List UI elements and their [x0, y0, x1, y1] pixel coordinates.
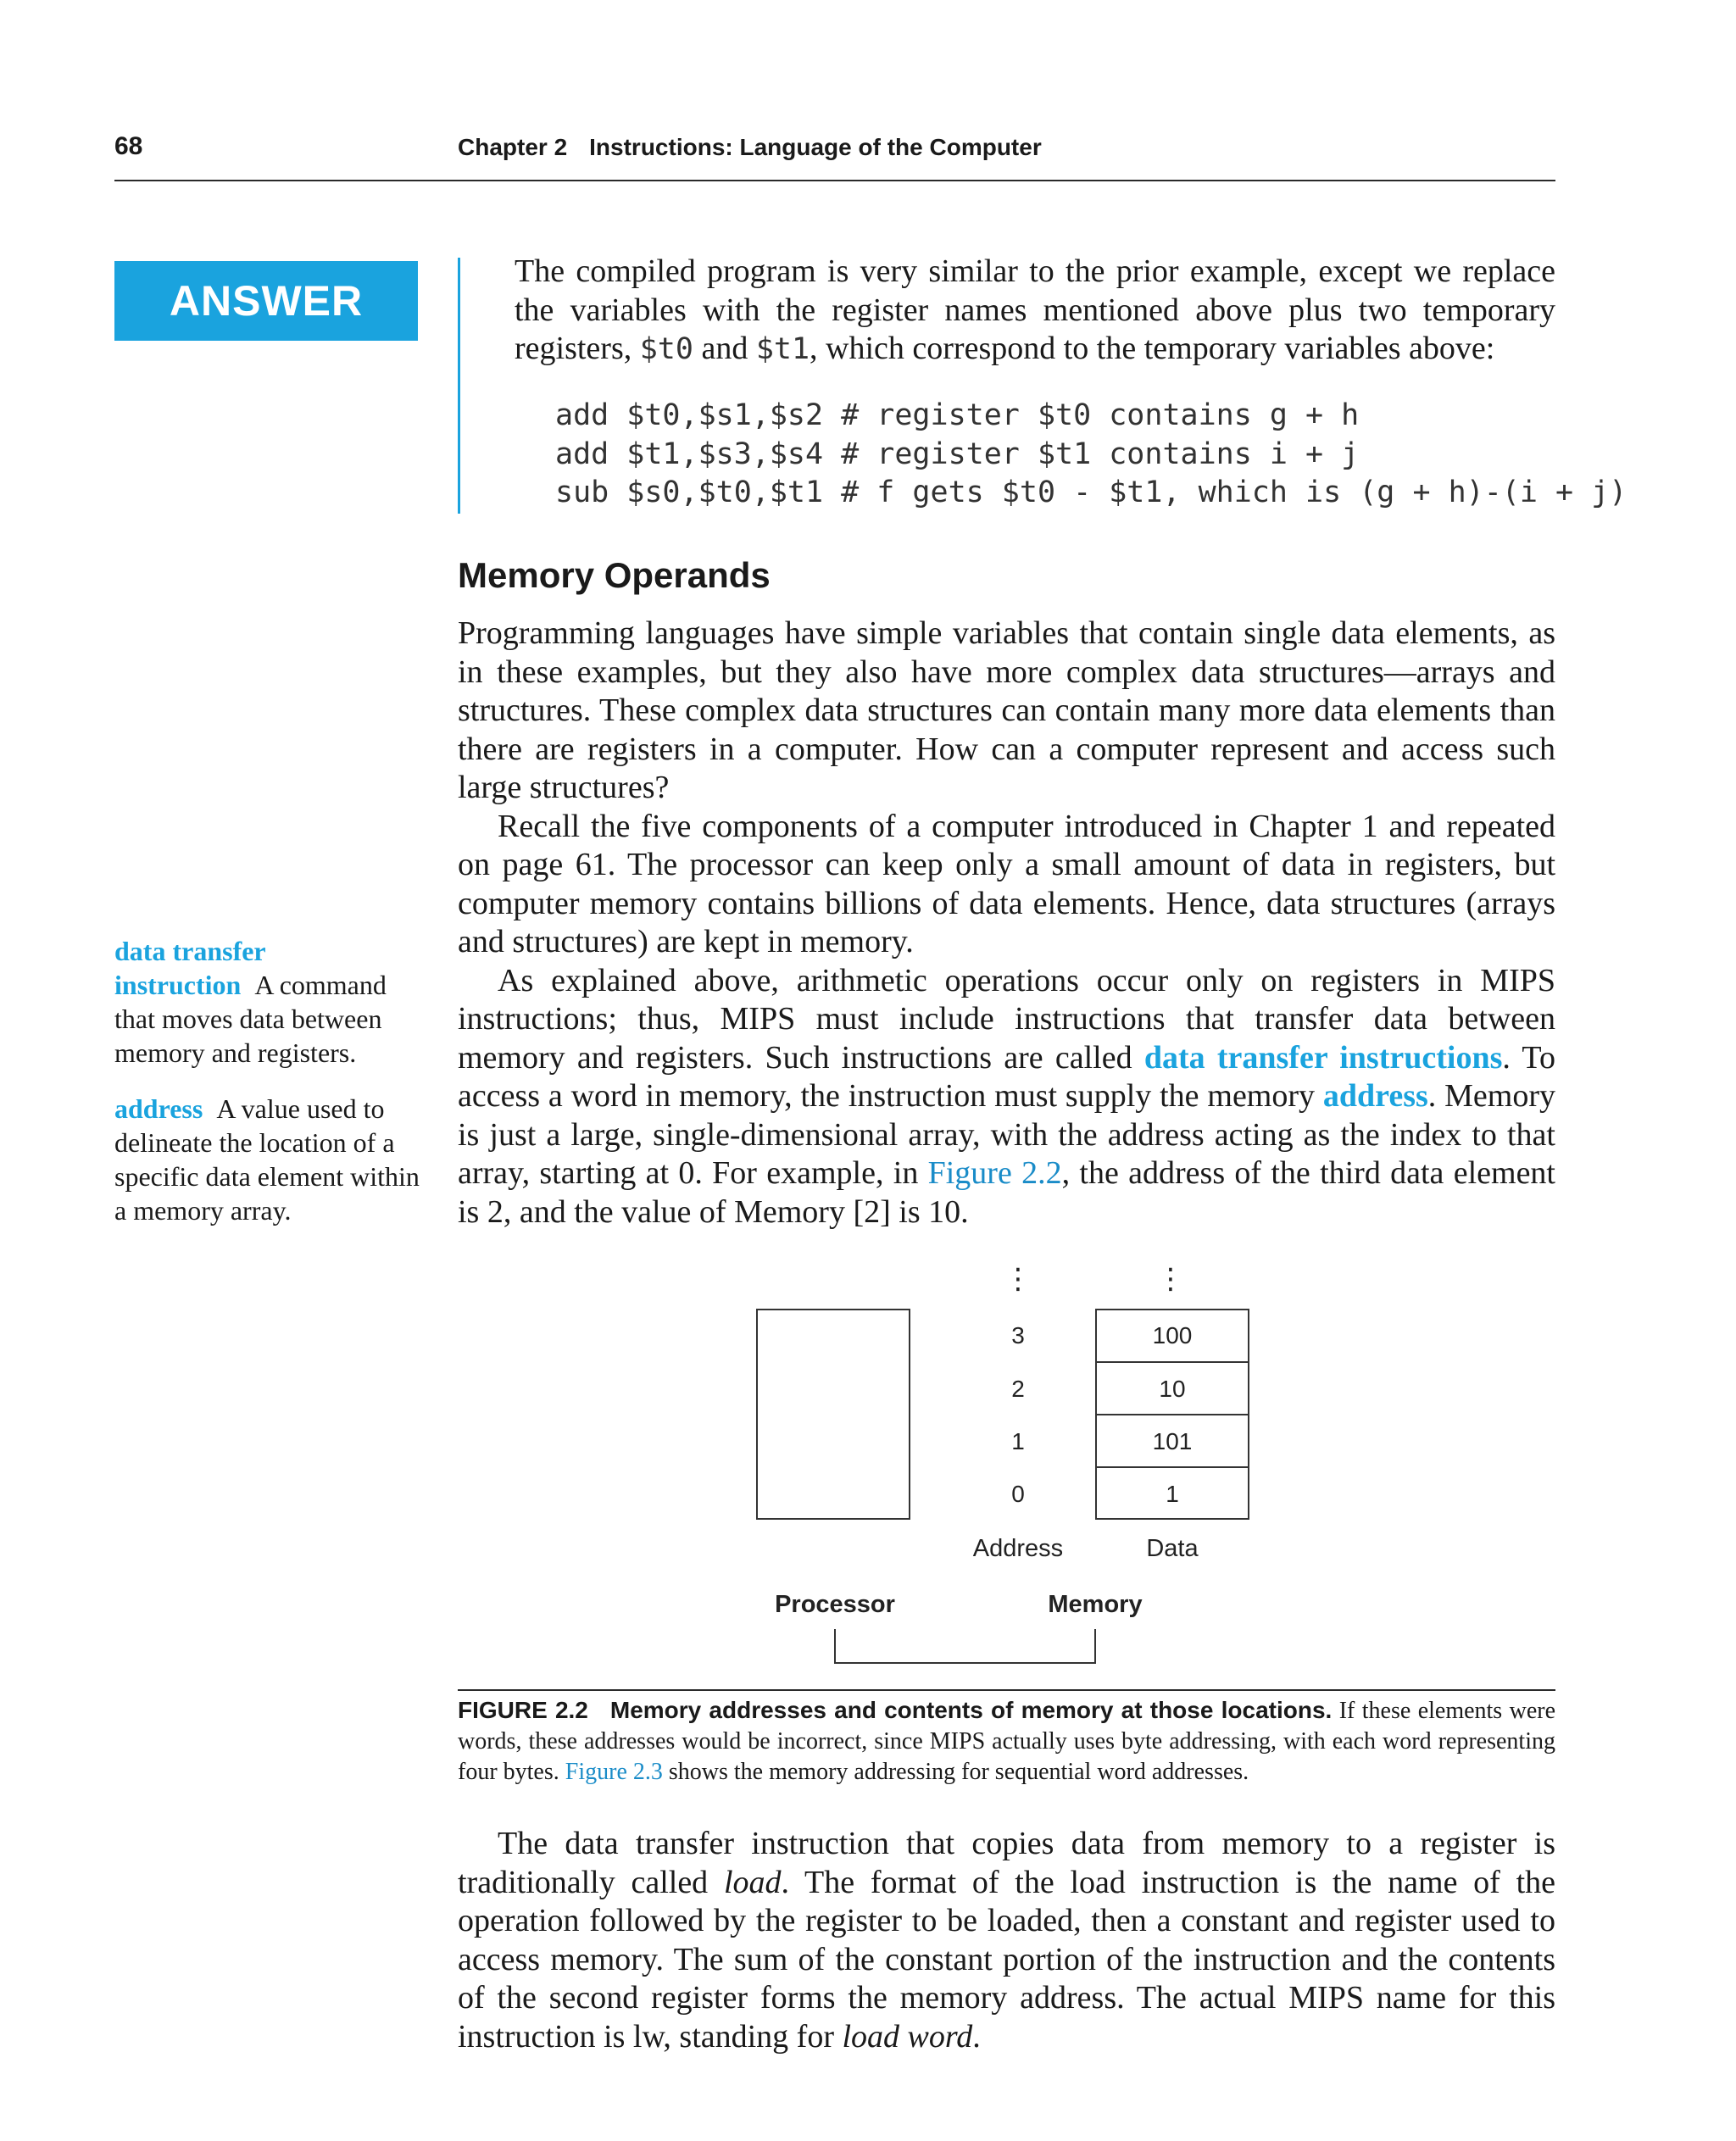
data-value: 100 — [1152, 1322, 1193, 1349]
caption-text: If these elements were words, these addresses would be incorrect, since MIPS actually uses byte addressing, with each word representing four bytes. — [458, 1698, 1556, 1785]
answer-badge: ANSWER — [114, 261, 418, 341]
text-run: . To access a word in memory, the instruction must supply the memory — [458, 1039, 1555, 1114]
answer-text-2: , which correspond to the temporary variables above: — [810, 331, 1495, 366]
term-address: address — [1322, 1078, 1428, 1114]
data-value: 1 — [1166, 1481, 1179, 1507]
code-line: sub $s0,$t0,$t1 # f gets $t0 - $t1, which is (g + h)-(i + j) — [555, 475, 1628, 509]
register-t0: $t0 — [639, 332, 693, 366]
closing-text — [458, 1825, 1555, 2056]
main-text — [458, 614, 1555, 1232]
term-data-transfer-instructions: data transfer instructions — [1143, 1039, 1503, 1076]
caption-title: Memory addresses and contents of memory at those locations. — [609, 1697, 1333, 1723]
header-rule — [114, 180, 1555, 181]
data-value: 101 — [1152, 1428, 1193, 1454]
data-label: Data — [1146, 1535, 1199, 1562]
margin-definition-text: A command that moves data between memory and registers. — [114, 970, 387, 1068]
address-value: 2 — [1011, 1376, 1025, 1402]
emphasis-load: load — [723, 1864, 782, 1900]
margin-term: address — [114, 1093, 203, 1124]
text-run: As explained above, arithmetic operations occur only on registers in MIPS instructions; thus, MIPS must include instructions that transfer data between memory and registers. Such instructions are called — [458, 962, 1555, 1076]
figure-2-3-link[interactable]: Figure 2.3 — [565, 1759, 663, 1785]
address-value: 1 — [1011, 1428, 1025, 1454]
paragraph: Recall the five components of a computer introduced in Chapter 1 and repeated on page 61. The processor can keep only a small amount of data in registers, but computer memory contains billions of data elements. Hence, data structures (arrays and structures) are kept in memory. — [458, 808, 1555, 959]
processor-label: Processor — [775, 1591, 895, 1618]
processor-box — [757, 1310, 910, 1519]
data-value: 10 — [1159, 1376, 1186, 1402]
chapter-label: Chapter 2 — [458, 134, 568, 160]
margin-definition-address — [114, 1092, 428, 1227]
margin-definition-text: A value used to delineate the location of a specific data element within a memory array. — [114, 1093, 420, 1226]
figure-caption — [458, 1695, 1555, 1788]
address-value: 3 — [1011, 1322, 1025, 1349]
running-head — [458, 134, 1042, 161]
paragraph — [458, 1825, 1555, 2056]
memory-label: Memory — [1048, 1591, 1143, 1618]
address-value: 0 — [1011, 1481, 1025, 1507]
page-number: 68 — [114, 132, 143, 160]
figure-2-2-link[interactable]: Figure 2.2 — [927, 1155, 1062, 1191]
answer-text-1: The compiled program is very similar to the prior example, except we replace the variables with the register names mentioned above plus two temporary registers, — [515, 253, 1555, 366]
figure-rule — [458, 1689, 1555, 1691]
margin-definition-data-transfer — [114, 934, 428, 1070]
code-line: add $t0,$s1,$s2 # register $t0 contains g + h — [555, 398, 1360, 432]
caption-text: shows the memory addressing for sequential word addresses. — [662, 1759, 1249, 1785]
data-ellipsis: ⋮ — [1156, 1263, 1185, 1295]
code-block — [555, 397, 1627, 513]
margin-term: data transfer instruction — [114, 936, 266, 1000]
text-run: . The format of the load instruction is the name of the operation followed by the register to be loaded, then a constant and register used to access memory. The sum of the constant portion of the instruction and the contents of the second register forms the memory address. The actual MIPS name for this instruction is lw, standing for — [458, 1864, 1555, 2055]
text-run: , the address of the third data element is 2, and the value of Memory [2] is 10. — [458, 1155, 1555, 1230]
address-ellipsis: ⋮ — [1004, 1263, 1032, 1295]
emphasis-load-word: load word — [842, 2018, 973, 2055]
caption-label: FIGURE 2.2 — [458, 1697, 588, 1723]
section-heading: Memory Operands — [458, 555, 771, 595]
text-run: The data transfer instruction that copies data from memory to a register is traditionally called — [458, 1826, 1555, 1900]
connector-bracket — [835, 1629, 1095, 1663]
text-run: . Memory is just a large, single-dimensional array, with the address acting as the index to that array, starting at 0. For example, in — [458, 1078, 1555, 1191]
paragraph: Programming languages have simple variables that contain single data elements, as in these examples, but they also have more complex data structures—arrays and structures. These complex data structures can contain many more data elements than there are registers in a computer. How can a computer represent and access such large structures? — [458, 615, 1555, 805]
memory-figure — [729, 1263, 1288, 1678]
answer-bar — [458, 258, 460, 514]
answer-paragraph — [515, 253, 1555, 370]
paragraph — [458, 962, 1555, 1232]
chapter-title: Instructions: Language of the Computer — [589, 134, 1042, 160]
text-run: . — [972, 2018, 981, 2055]
answer-and: and — [693, 331, 756, 366]
address-label: Address — [972, 1535, 1064, 1562]
register-t1: $t1 — [755, 332, 810, 366]
code-line: add $t1,$s3,$s4 # register $t1 contains i + j — [555, 437, 1360, 471]
